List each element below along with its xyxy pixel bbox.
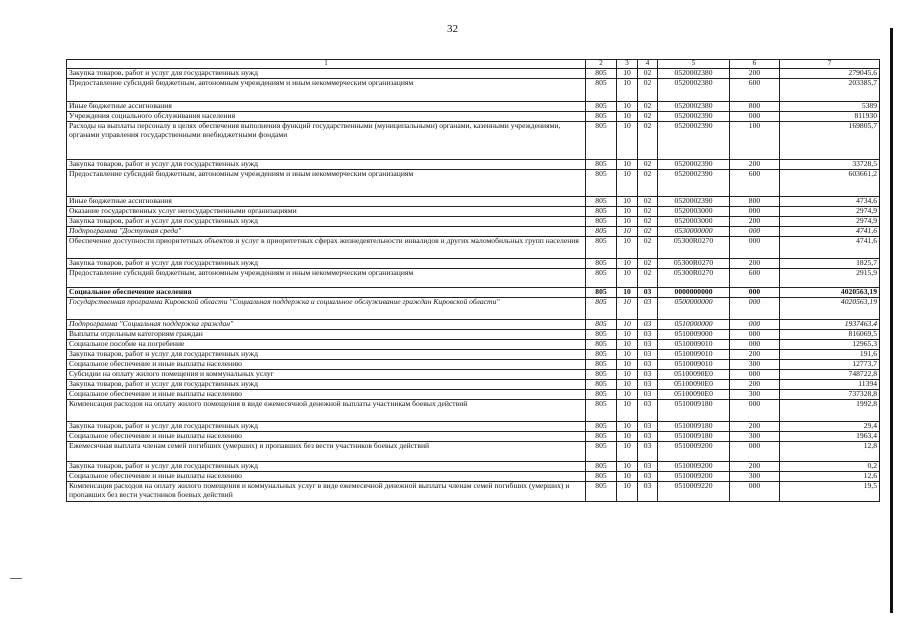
row-sum-cell: 12965,3 bbox=[780, 340, 880, 350]
header-col-4: 4 bbox=[638, 60, 658, 69]
row-sum-cell: 737328,8 bbox=[780, 390, 880, 400]
row-rz-cell: 10 bbox=[617, 330, 638, 340]
table-row bbox=[67, 482, 880, 502]
row-rz-cell: 10 bbox=[617, 122, 638, 160]
row-vr-cell: 300 bbox=[730, 472, 780, 482]
row-vr-cell: 200 bbox=[730, 259, 780, 269]
row-ved-cell: 805 bbox=[586, 102, 617, 112]
row-sum-cell: 2974,9 bbox=[780, 207, 880, 217]
row-ved-cell: 805 bbox=[586, 269, 617, 288]
table-row bbox=[67, 320, 880, 330]
row-name-cell: Обеспечение доступности приоритетных объектов и услуг в приоритетных сферах жизнедеятельности инвалидов и других маломобильных групп населения bbox=[67, 237, 586, 259]
row-csr-cell: 0520002380 bbox=[658, 102, 730, 112]
row-sum-cell: 4020563,19 bbox=[780, 288, 880, 298]
row-rz-cell: 10 bbox=[617, 227, 638, 237]
margin-mark bbox=[10, 578, 22, 579]
row-pr-cell: 03 bbox=[638, 320, 658, 330]
row-vr-cell: 000 bbox=[730, 320, 780, 330]
row-pr-cell: 03 bbox=[638, 380, 658, 390]
row-sum-cell: 2974,9 bbox=[780, 217, 880, 227]
header-col-7: 7 bbox=[780, 60, 880, 69]
row-ved-cell: 805 bbox=[586, 442, 617, 462]
row-vr-cell: 000 bbox=[730, 298, 780, 320]
row-sum-cell: 279045,6 bbox=[780, 69, 880, 79]
row-pr-cell: 03 bbox=[638, 330, 658, 340]
row-rz-cell: 10 bbox=[617, 482, 638, 502]
row-pr-cell: 02 bbox=[638, 227, 658, 237]
row-csr-cell: 0510009000 bbox=[658, 330, 730, 340]
row-name-cell: Государственная программа Кировской области "Социальная поддержка и социальное обслуживание граждан Кировской области" bbox=[67, 298, 586, 320]
row-sum-cell: 191,6 bbox=[780, 350, 880, 360]
table-row bbox=[67, 340, 880, 350]
table-row bbox=[67, 259, 880, 269]
row-vr-cell: 100 bbox=[730, 122, 780, 160]
row-csr-cell: 05300R0270 bbox=[658, 259, 730, 269]
table-row bbox=[67, 69, 880, 79]
row-vr-cell: 200 bbox=[730, 217, 780, 227]
row-pr-cell: 02 bbox=[638, 207, 658, 217]
table-row bbox=[67, 370, 880, 380]
table-row bbox=[67, 170, 880, 197]
row-ved-cell: 805 bbox=[586, 197, 617, 207]
row-name-cell: Социальное обеспечение и иные выплаты населению bbox=[67, 432, 586, 442]
row-pr-cell: 02 bbox=[638, 160, 658, 170]
row-ved-cell: 805 bbox=[586, 298, 617, 320]
table-row bbox=[67, 432, 880, 442]
row-csr-cell: 0510009200 bbox=[658, 442, 730, 462]
row-ved-cell: 805 bbox=[586, 390, 617, 400]
row-sum-cell: 4020563,19 bbox=[780, 298, 880, 320]
row-name-cell: Расходы на выплаты персоналу в целях обеспечения выполнения функций государственными (муниципальными) органами, казенными учреждениями, органами управления государственными внебюджетными фондами bbox=[67, 122, 586, 160]
row-pr-cell: 03 bbox=[638, 288, 658, 298]
row-name-cell: Подпрограмма "Доступная среда" bbox=[67, 227, 586, 237]
row-sum-cell: 2915,9 bbox=[780, 269, 880, 288]
row-csr-cell: 0510009200 bbox=[658, 472, 730, 482]
row-vr-cell: 000 bbox=[730, 227, 780, 237]
row-sum-cell: 11394 bbox=[780, 380, 880, 390]
row-ved-cell: 805 bbox=[586, 170, 617, 197]
row-csr-cell: 0520002390 bbox=[658, 122, 730, 160]
row-vr-cell: 000 bbox=[730, 340, 780, 350]
row-sum-cell: 1825,7 bbox=[780, 259, 880, 269]
row-pr-cell: 02 bbox=[638, 170, 658, 197]
row-rz-cell: 10 bbox=[617, 298, 638, 320]
row-rz-cell: 10 bbox=[617, 462, 638, 472]
row-ved-cell: 805 bbox=[586, 360, 617, 370]
table-row bbox=[67, 442, 880, 462]
row-ved-cell: 805 bbox=[586, 400, 617, 422]
row-rz-cell: 10 bbox=[617, 472, 638, 482]
row-vr-cell: 000 bbox=[730, 400, 780, 422]
table-row bbox=[67, 288, 880, 298]
row-pr-cell: 03 bbox=[638, 360, 658, 370]
row-pr-cell: 03 bbox=[638, 482, 658, 502]
row-ved-cell: 805 bbox=[586, 432, 617, 442]
row-pr-cell: 02 bbox=[638, 112, 658, 122]
row-sum-cell: 12,6 bbox=[780, 472, 880, 482]
table-body bbox=[67, 69, 880, 502]
row-name-cell: Закупка товаров, работ и услуг для государственных нужд bbox=[67, 217, 586, 227]
row-sum-cell: 19,5 bbox=[780, 482, 880, 502]
row-rz-cell: 10 bbox=[617, 112, 638, 122]
row-name-cell: Ежемесячная выплата членам семей погибших (умерших) и пропавших без вести участников боевых действий bbox=[67, 442, 586, 462]
row-vr-cell: 800 bbox=[730, 197, 780, 207]
table-row bbox=[67, 112, 880, 122]
row-csr-cell: 0520002390 bbox=[658, 160, 730, 170]
row-ved-cell: 805 bbox=[586, 340, 617, 350]
row-rz-cell: 10 bbox=[617, 340, 638, 350]
header-col-6: 6 bbox=[730, 60, 780, 69]
row-ved-cell: 805 bbox=[586, 69, 617, 79]
table-row bbox=[67, 400, 880, 422]
row-name-cell: Социальное обеспечение населения bbox=[67, 288, 586, 298]
row-pr-cell: 03 bbox=[638, 472, 658, 482]
row-rz-cell: 10 bbox=[617, 400, 638, 422]
row-ved-cell: 805 bbox=[586, 79, 617, 102]
row-name-cell: Иные бюджетные ассигнования bbox=[67, 102, 586, 112]
row-sum-cell: 203385,7 bbox=[780, 79, 880, 102]
row-sum-cell: 816069,5 bbox=[780, 330, 880, 340]
row-rz-cell: 10 bbox=[617, 170, 638, 197]
row-csr-cell: 05300R0270 bbox=[658, 237, 730, 259]
table-row bbox=[67, 269, 880, 288]
row-sum-cell: 4741,6 bbox=[780, 227, 880, 237]
row-rz-cell: 10 bbox=[617, 237, 638, 259]
row-csr-cell: 05300R0270 bbox=[658, 269, 730, 288]
table-row bbox=[67, 472, 880, 482]
row-vr-cell: 200 bbox=[730, 350, 780, 360]
row-vr-cell: 200 bbox=[730, 380, 780, 390]
row-sum-cell: 811930 bbox=[780, 112, 880, 122]
row-pr-cell: 03 bbox=[638, 442, 658, 462]
table-row bbox=[67, 462, 880, 472]
row-csr-cell: 0520003000 bbox=[658, 207, 730, 217]
row-csr-cell: 0510009180 bbox=[658, 400, 730, 422]
row-name-cell: Социальное обеспечение и иные выплаты населению bbox=[67, 360, 586, 370]
table-row bbox=[67, 79, 880, 102]
table-row bbox=[67, 298, 880, 320]
row-ved-cell: 805 bbox=[586, 217, 617, 227]
row-sum-cell: 29,4 bbox=[780, 422, 880, 432]
row-vr-cell: 300 bbox=[730, 390, 780, 400]
row-sum-cell: 4741,6 bbox=[780, 237, 880, 259]
row-rz-cell: 10 bbox=[617, 370, 638, 380]
table-row bbox=[67, 422, 880, 432]
row-csr-cell: 0510009180 bbox=[658, 432, 730, 442]
row-vr-cell: 000 bbox=[730, 330, 780, 340]
row-ved-cell: 805 bbox=[586, 160, 617, 170]
row-pr-cell: 03 bbox=[638, 350, 658, 360]
row-rz-cell: 10 bbox=[617, 380, 638, 390]
row-pr-cell: 02 bbox=[638, 237, 658, 259]
row-sum-cell: 1992,8 bbox=[780, 400, 880, 422]
table-row bbox=[67, 102, 880, 112]
row-ved-cell: 805 bbox=[586, 462, 617, 472]
row-vr-cell: 600 bbox=[730, 170, 780, 197]
row-csr-cell: 0510009220 bbox=[658, 482, 730, 502]
row-pr-cell: 02 bbox=[638, 79, 658, 102]
row-pr-cell: 02 bbox=[638, 122, 658, 160]
row-vr-cell: 000 bbox=[730, 370, 780, 380]
row-rz-cell: 10 bbox=[617, 360, 638, 370]
row-ved-cell: 805 bbox=[586, 112, 617, 122]
row-rz-cell: 10 bbox=[617, 442, 638, 462]
table-row bbox=[67, 197, 880, 207]
row-sum-cell: 12773,7 bbox=[780, 360, 880, 370]
row-pr-cell: 03 bbox=[638, 390, 658, 400]
table-row bbox=[67, 217, 880, 227]
row-name-cell: Закупка товаров, работ и услуг для государственных нужд bbox=[67, 462, 586, 472]
scan-edge-line bbox=[890, 28, 893, 613]
row-ved-cell: 805 bbox=[586, 288, 617, 298]
table-row bbox=[67, 390, 880, 400]
row-pr-cell: 03 bbox=[638, 298, 658, 320]
row-name-cell: Закупка товаров, работ и услуг для государственных нужд bbox=[67, 380, 586, 390]
row-csr-cell: 0500000000 bbox=[658, 298, 730, 320]
row-sum-cell: 33728,5 bbox=[780, 160, 880, 170]
row-csr-cell: 0510009200 bbox=[658, 462, 730, 472]
row-name-cell: Предоставление субсидий бюджетным, автономным учреждениям и иным некоммерческим организациям bbox=[67, 170, 586, 197]
row-vr-cell: 000 bbox=[730, 237, 780, 259]
row-csr-cell: 0510009010 bbox=[658, 350, 730, 360]
row-name-cell: Предоставление субсидий бюджетным, автономным учреждениям и иным некоммерческим организациям bbox=[67, 79, 586, 102]
header-col-1: 1 bbox=[67, 60, 586, 69]
row-csr-cell: 05100090E0 bbox=[658, 390, 730, 400]
row-vr-cell: 200 bbox=[730, 69, 780, 79]
header-col-5: 5 bbox=[658, 60, 730, 69]
row-pr-cell: 02 bbox=[638, 197, 658, 207]
row-name-cell: Компенсация расходов на оплату жилого помещения и коммунальных услуг в виде ежемесячной денежной выплаты членам семей погибших (умерших) и пропавших без вести участников боевых действий bbox=[67, 482, 586, 502]
row-sum-cell: 748722,8 bbox=[780, 370, 880, 380]
row-name-cell: Субсидии на оплату жилого помещения и коммунальных услуг bbox=[67, 370, 586, 380]
row-sum-cell: 603661,2 bbox=[780, 170, 880, 197]
row-name-cell: Социальное обеспечение и иные выплаты населению bbox=[67, 390, 586, 400]
table-row bbox=[67, 160, 880, 170]
row-csr-cell: 0520002390 bbox=[658, 112, 730, 122]
page-number: 32 bbox=[447, 23, 458, 35]
row-vr-cell: 000 bbox=[730, 112, 780, 122]
row-sum-cell: 1963,4 bbox=[780, 432, 880, 442]
row-rz-cell: 10 bbox=[617, 102, 638, 112]
row-name-cell: Предоставление субсидий бюджетным, автономным учреждениям и иным некоммерческим организациям bbox=[67, 269, 586, 288]
table-row bbox=[67, 330, 880, 340]
row-csr-cell: 0520003000 bbox=[658, 217, 730, 227]
row-ved-cell: 805 bbox=[586, 330, 617, 340]
row-rz-cell: 10 bbox=[617, 432, 638, 442]
row-pr-cell: 03 bbox=[638, 340, 658, 350]
row-vr-cell: 000 bbox=[730, 207, 780, 217]
row-rz-cell: 10 bbox=[617, 288, 638, 298]
row-ved-cell: 805 bbox=[586, 227, 617, 237]
row-pr-cell: 02 bbox=[638, 217, 658, 227]
row-vr-cell: 600 bbox=[730, 79, 780, 102]
row-vr-cell: 200 bbox=[730, 422, 780, 432]
row-name-cell: Социальное обеспечение и иные выплаты населению bbox=[67, 472, 586, 482]
row-csr-cell: 0520002390 bbox=[658, 170, 730, 197]
row-sum-cell: 0,2 bbox=[780, 462, 880, 472]
row-csr-cell: 0510009010 bbox=[658, 360, 730, 370]
row-ved-cell: 805 bbox=[586, 482, 617, 502]
row-rz-cell: 10 bbox=[617, 217, 638, 227]
row-name-cell: Оказание государственных услуг негосударственными организациями bbox=[67, 207, 586, 217]
header-row bbox=[67, 60, 880, 69]
row-name-cell: Иные бюджетные ассигнования bbox=[67, 197, 586, 207]
row-sum-cell: 12,8 bbox=[780, 442, 880, 462]
row-vr-cell: 000 bbox=[730, 288, 780, 298]
row-ved-cell: 805 bbox=[586, 380, 617, 390]
row-pr-cell: 02 bbox=[638, 259, 658, 269]
table-header bbox=[67, 60, 880, 69]
row-csr-cell: 0510009010 bbox=[658, 340, 730, 350]
row-vr-cell: 000 bbox=[730, 482, 780, 502]
row-vr-cell: 800 bbox=[730, 102, 780, 112]
row-ved-cell: 805 bbox=[586, 320, 617, 330]
row-csr-cell: 05100090E0 bbox=[658, 370, 730, 380]
row-sum-cell: 1937463,4 bbox=[780, 320, 880, 330]
row-name-cell: Закупка товаров, работ и услуг для государственных нужд bbox=[67, 160, 586, 170]
row-pr-cell: 03 bbox=[638, 462, 658, 472]
row-rz-cell: 10 bbox=[617, 69, 638, 79]
row-csr-cell: 0520002380 bbox=[658, 79, 730, 102]
row-ved-cell: 805 bbox=[586, 122, 617, 160]
row-rz-cell: 10 bbox=[617, 259, 638, 269]
row-sum-cell: 5389 bbox=[780, 102, 880, 112]
row-vr-cell: 300 bbox=[730, 360, 780, 370]
row-vr-cell: 000 bbox=[730, 442, 780, 462]
row-ved-cell: 805 bbox=[586, 472, 617, 482]
row-name-cell: Закупка товаров, работ и услуг для государственных нужд bbox=[67, 422, 586, 432]
row-csr-cell: 05100090E0 bbox=[658, 380, 730, 390]
row-name-cell: Социальное пособие на погребение bbox=[67, 340, 586, 350]
row-csr-cell: 0000000000 bbox=[658, 288, 730, 298]
row-pr-cell: 03 bbox=[638, 422, 658, 432]
row-pr-cell: 02 bbox=[638, 269, 658, 288]
row-rz-cell: 10 bbox=[617, 269, 638, 288]
table-row bbox=[67, 122, 880, 160]
row-name-cell: Закупка товаров, работ и услуг для государственных нужд bbox=[67, 350, 586, 360]
row-rz-cell: 10 bbox=[617, 390, 638, 400]
row-vr-cell: 600 bbox=[730, 269, 780, 288]
row-name-cell: Компенсация расходов на оплату жилого помещения в виде ежемесячной денежной выплаты участникам боевых действий bbox=[67, 400, 586, 422]
row-rz-cell: 10 bbox=[617, 207, 638, 217]
row-csr-cell: 0510009180 bbox=[658, 422, 730, 432]
table-row bbox=[67, 207, 880, 217]
row-sum-cell: 4734,6 bbox=[780, 197, 880, 207]
table-row bbox=[67, 237, 880, 259]
row-vr-cell: 300 bbox=[730, 432, 780, 442]
row-vr-cell: 200 bbox=[730, 160, 780, 170]
budget-table bbox=[66, 59, 880, 502]
row-name-cell: Учреждения социального обслуживания населения bbox=[67, 112, 586, 122]
table-row bbox=[67, 227, 880, 237]
row-ved-cell: 805 bbox=[586, 207, 617, 217]
row-csr-cell: 0510000000 bbox=[658, 320, 730, 330]
header-col-3: 3 bbox=[617, 60, 638, 69]
row-rz-cell: 10 bbox=[617, 79, 638, 102]
row-ved-cell: 805 bbox=[586, 370, 617, 380]
table-row bbox=[67, 350, 880, 360]
row-pr-cell: 02 bbox=[638, 102, 658, 112]
row-vr-cell: 200 bbox=[730, 462, 780, 472]
row-pr-cell: 02 bbox=[638, 69, 658, 79]
row-pr-cell: 03 bbox=[638, 400, 658, 422]
table-row bbox=[67, 360, 880, 370]
row-name-cell: Выплаты отдельным категориям граждан bbox=[67, 330, 586, 340]
row-ved-cell: 805 bbox=[586, 350, 617, 360]
header-col-2: 2 bbox=[586, 60, 617, 69]
row-csr-cell: 0520002390 bbox=[658, 197, 730, 207]
row-rz-cell: 10 bbox=[617, 160, 638, 170]
row-pr-cell: 03 bbox=[638, 370, 658, 380]
row-ved-cell: 805 bbox=[586, 237, 617, 259]
row-rz-cell: 10 bbox=[617, 350, 638, 360]
table-row bbox=[67, 380, 880, 390]
row-csr-cell: 0530000000 bbox=[658, 227, 730, 237]
row-rz-cell: 10 bbox=[617, 320, 638, 330]
row-name-cell: Закупка товаров, работ и услуг для государственных нужд bbox=[67, 259, 586, 269]
row-csr-cell: 0520002380 bbox=[658, 69, 730, 79]
row-pr-cell: 03 bbox=[638, 432, 658, 442]
row-name-cell: Закупка товаров, работ и услуг для государственных нужд bbox=[67, 69, 586, 79]
row-rz-cell: 10 bbox=[617, 197, 638, 207]
row-ved-cell: 805 bbox=[586, 259, 617, 269]
row-ved-cell: 805 bbox=[586, 422, 617, 432]
row-sum-cell: 169805,7 bbox=[780, 122, 880, 160]
row-name-cell: Подпрограмма "Социальная поддержка граждан" bbox=[67, 320, 586, 330]
row-rz-cell: 10 bbox=[617, 422, 638, 432]
